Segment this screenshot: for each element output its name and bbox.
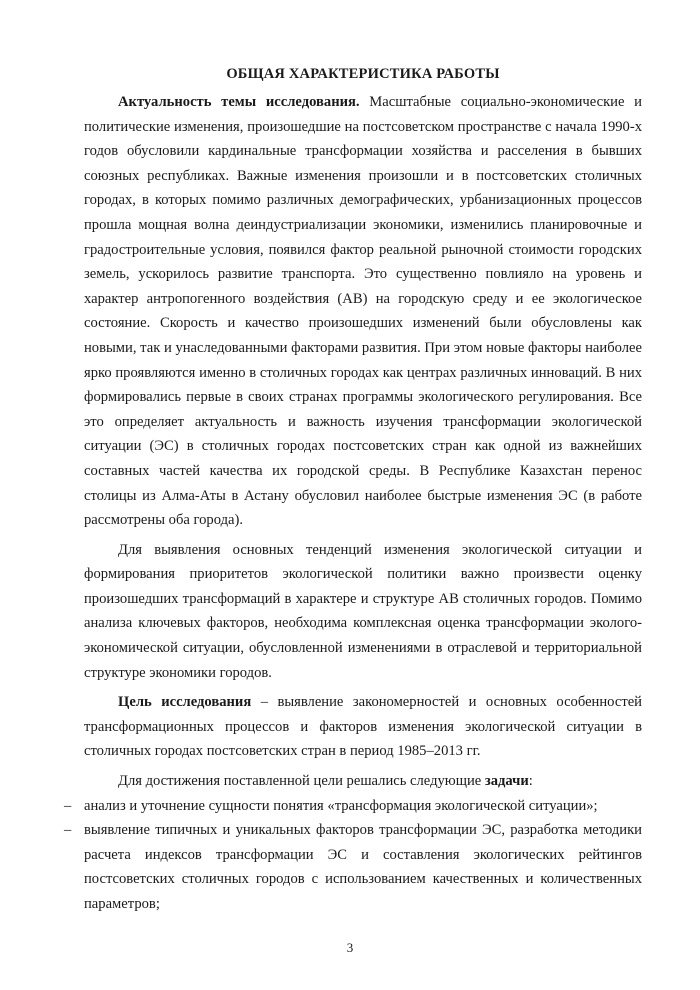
tasks-list <box>64 794 642 917</box>
list-item <box>64 818 642 916</box>
page-number: 3 <box>346 940 354 955</box>
goal-heading: Цель исследования <box>118 694 252 711</box>
tasks-intro-colon: : <box>528 773 533 790</box>
goal-text: – выявление закономерностей и основных особенностей трансформационных процессов и факторов изменения экологической ситуации в столичных городах постсоветских стран в период 1985–2013 гг. <box>84 694 642 760</box>
relevance-paragraph <box>84 90 642 533</box>
analysis-paragraph: Для выявления основных тенденций изменения экологической ситуации и формирования приоритетов экологической политики важно произвести оценку произошедших трансформаций в характере и структуре АВ столичных городов. Помимо анализа ключевых факторов, необходима комплексная оценка трансформации эколого-экономической ситуации, обусловленной изменениями в отраслевой и территориальной структуре экономики городов. <box>84 541 642 681</box>
relevance-text: Масштабные социально-экономические и политические изменения, произошедшие на постсоветском пространстве с начала 1990-х годов обусловили кардинальные трансформации хозяйства и расселения в бывших союзных республиках. Важные изменения произошли и в постсоветских столичных городах, в которых помимо различных демографических, урбанизационных процессов прошла мощная волна деиндустриализации экономики, изменились планировочные и градостроительные условия, появился фактор реальной рыночной стоимости городских земель, ускорилось развитие транспорта. Это существенно повлияло на уровень и характер антропогенного воздействия (АВ) на городскую среду и ее экологическое состояние. Скорость и качество произошедших изменений были обусловлены как новыми, так и унаследованными факторами развития. При этом новые факторы наиболее ярко проявляются именно в столичных городах как центрах различных инноваций. В них формировались первые в своих странах программы экологического регулирования. Все это определяет актуальность и важность изучения трансформации экологической ситуации (ЭС) в столичных городах постсоветских стран как одной из важнейших составных частей качества их городской среды. В Республике Казахстан перенос столицы из Алма-Аты в Астану обусловил наиболее быстрые изменения ЭС (в работе рассмотрены оба города). <box>84 94 642 529</box>
relevance-heading: Актуальность темы исследования. <box>118 94 360 110</box>
goal-paragraph <box>84 690 642 764</box>
dash-bullet: – <box>64 822 72 839</box>
document-body <box>64 62 642 917</box>
list-item <box>64 794 642 819</box>
list-item-text: выявление типичных и уникальных факторов трансформации ЭС, разработка методики расчета индексов трансформации ЭС и составления экологических рейтингов постсоветских столичных городов с использованием качественных и количественных параметров; <box>84 822 642 912</box>
tasks-intro <box>84 769 642 794</box>
list-item-text: анализ и уточнение сущности понятия «трансформация экологической ситуации»; <box>84 797 598 814</box>
tasks-intro-text: Для достижения поставленной цели решались следующие <box>118 773 485 790</box>
dash-bullet: – <box>64 797 72 814</box>
tasks-word: задачи <box>484 773 529 790</box>
section-title: ОБЩАЯ ХАРАКТЕРИСТИКА РАБОТЫ <box>226 66 500 82</box>
